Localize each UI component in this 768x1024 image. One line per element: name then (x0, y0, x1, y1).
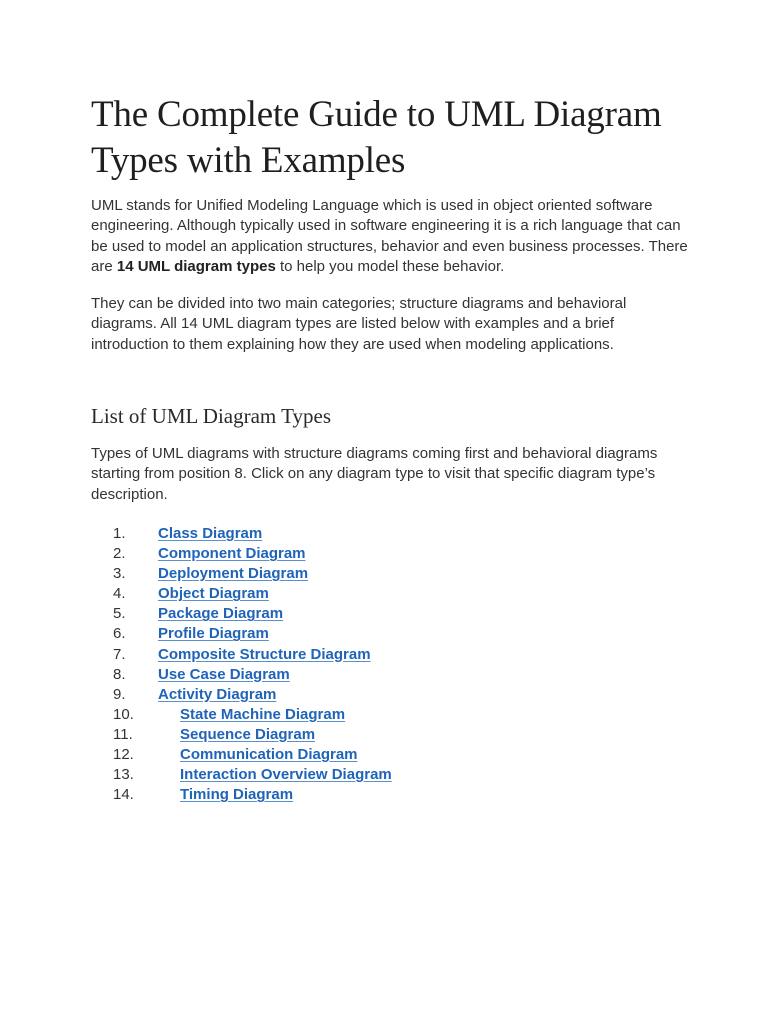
list-item (91, 725, 691, 745)
list-item (91, 705, 691, 725)
link-class-diagram[interactable]: Class Diagram (158, 524, 263, 542)
list-number: 11. (113, 725, 133, 743)
link-profile-diagram[interactable]: Profile Diagram (158, 625, 269, 643)
link-use-case-diagram[interactable]: Use Case Diagram (158, 665, 290, 683)
list-number: 6. (113, 625, 126, 643)
list-item (91, 624, 691, 644)
list-number: 14. (113, 786, 134, 804)
section-description: Types of UML diagrams with structure diagrams coming first and behavioral diagrams starting from position 8. Click on any diagram type to visit that specific diagram type’s description. (91, 445, 658, 503)
intro-bold-text: 14 UML diagram types (116, 257, 276, 275)
page-title: The Complete Guide to UML Diagram Types with Examples (91, 94, 662, 181)
list-number: 3. (113, 565, 126, 583)
list-item (91, 564, 691, 584)
link-activity-diagram[interactable]: Activity Diagram (158, 685, 277, 703)
link-communication-diagram[interactable]: Communication Diagram (180, 746, 358, 763)
document-page (91, 92, 691, 805)
section-heading: List of UML Diagram Types (91, 404, 331, 429)
diagram-type-list (91, 524, 691, 805)
intro-text-1: UML stands for Unified Modeling Language which is used in object oriented software engineering. Although typically used in software engineering it is a rich language that can be used to model an application structures, behavior and even business processes. There are (91, 197, 688, 275)
intro-paragraph (91, 196, 691, 277)
link-composite-structure-diagram[interactable]: Composite Structure Diagram (158, 645, 371, 663)
list-number: 10. (113, 705, 134, 723)
list-number: 1. (113, 524, 126, 542)
link-sequence-diagram[interactable]: Sequence Diagram (180, 725, 316, 743)
list-item (91, 785, 691, 805)
list-number: 4. (113, 585, 126, 603)
link-deployment-diagram[interactable]: Deployment Diagram (158, 565, 309, 583)
link-object-diagram[interactable]: Object Diagram (158, 585, 269, 603)
list-item (91, 685, 691, 705)
link-timing-diagram[interactable]: Timing Diagram (180, 786, 294, 804)
list-number: 2. (113, 545, 126, 563)
link-package-diagram[interactable]: Package Diagram (158, 605, 284, 623)
list-number: 5. (113, 605, 126, 623)
list-item (91, 765, 691, 785)
list-item (91, 604, 691, 624)
link-state-machine-diagram[interactable]: State Machine Diagram (180, 705, 346, 723)
link-interaction-overview-diagram[interactable]: Interaction Overview Diagram (180, 766, 392, 784)
list-item (91, 584, 691, 604)
list-item (91, 745, 691, 765)
intro-text-2: to help you model these behavior. (275, 257, 505, 275)
list-number: 12. (113, 746, 134, 763)
categories-paragraph: They can be divided into two main categories; structure diagrams and behavioral diagrams. All 14 UML diagram types are listed below with examples and a brief introduction to them explaining how they are used when modeling applications. (91, 295, 627, 353)
list-item (91, 524, 691, 544)
list-number: 9. (113, 685, 126, 703)
list-number: 7. (113, 645, 126, 663)
list-item (91, 544, 691, 564)
list-item (91, 665, 691, 685)
link-component-diagram[interactable]: Component Diagram (158, 545, 306, 563)
list-number: 13. (113, 766, 134, 784)
list-number: 8. (113, 665, 126, 683)
list-item (91, 645, 691, 665)
